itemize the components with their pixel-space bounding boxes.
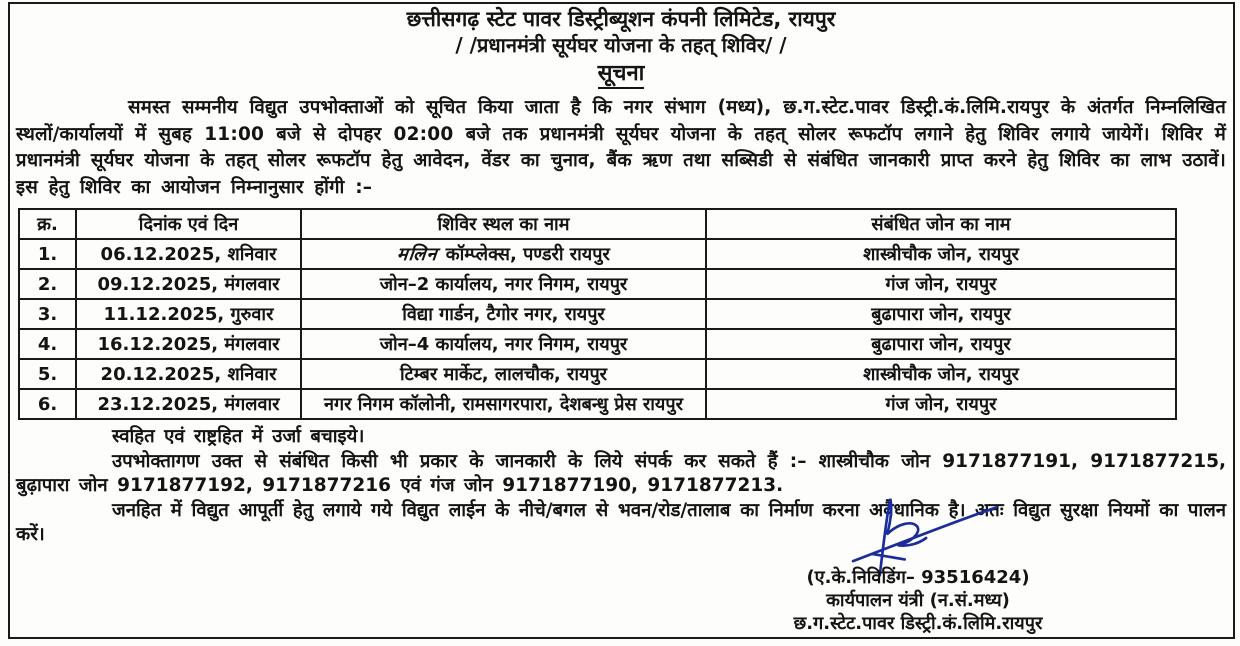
venue-text: कॉम्प्लेक्स, पण्डरी रायपुर	[445, 244, 610, 265]
org-title: छत्तीसगढ़ स्टेट पावर डिस्ट्रीब्यूशन कंपनी लिमिटेड, रायपुर	[406, 7, 836, 31]
camp-schedule-table	[18, 208, 1177, 420]
signatory-company: छ.ग.स्टेट.पावर डिस्ट्री.कं.लिमि.रायपुर	[793, 613, 1043, 634]
header-date: दिनांक एवं दिन	[76, 209, 301, 239]
cell-date: 23.12.2025, मंगलवार	[76, 389, 301, 419]
table-row	[19, 269, 1176, 299]
document-header	[16, 6, 1226, 89]
cell-zone: बुढापारा जोन, रायपुर	[706, 299, 1176, 329]
table-row	[19, 299, 1176, 329]
table-row	[19, 239, 1176, 269]
cell-date: 11.12.2025, गुरुवार	[76, 299, 301, 329]
notice-heading: सूचना	[598, 62, 645, 89]
table-row	[19, 329, 1176, 359]
cell-venue: जोन–4 कार्यालय, नगर निगम, रायपुर	[301, 329, 706, 359]
table-row	[19, 389, 1176, 419]
cell-venue: टिम्बर मार्केट, लालचौक, रायपुर	[301, 359, 706, 389]
signatory-name: (ए.के.निविडिंग– 93516424)	[806, 567, 1030, 588]
cell-date: 09.12.2025, मंगलवार	[76, 269, 301, 299]
energy-slogan: स्वहित एवं राष्ट्रहित में उर्जा बचाइये।	[112, 426, 365, 447]
table-row	[19, 359, 1176, 389]
cell-date: 16.12.2025, मंगलवार	[76, 329, 301, 359]
signatory-designation: कार्यपालन यंत्री (न.सं.मध्य)	[826, 590, 1010, 611]
signature-block	[768, 566, 1068, 635]
contact-info: उपभोक्तागण उक्त से संबंधित किसी भी प्रकार के जानकारी के लिये संपर्क कर सकते हैं :– शास्त्रीचौक जोन 9171877191, 9171877215, बुढ़ापारा जोन 9171877192, 9171877216 एवं गंज जोन 9171877190, 9171877213.	[16, 450, 1226, 496]
cell-zone: गंज जोन, रायपुर	[706, 389, 1176, 419]
cell-serial: 1.	[19, 239, 76, 269]
footer-notes	[16, 425, 1226, 548]
cell-venue	[301, 239, 706, 269]
table-header-row	[19, 209, 1176, 239]
cell-zone: गंज जोन, रायपुर	[706, 269, 1176, 299]
cell-serial: 6.	[19, 389, 76, 419]
cell-venue: जोन–2 कार्यालय, नगर निगम, रायपुर	[301, 269, 706, 299]
header-serial: क्र.	[19, 209, 76, 239]
cell-serial: 3.	[19, 299, 76, 329]
cell-date: 20.12.2025, शनिवार	[76, 359, 301, 389]
scheme-subtitle: / /प्रधानमंत्री सूर्यघर योजना के तहत् शिविर/ /	[455, 33, 787, 57]
intro-paragraph: समस्त सम्मनीय विद्युत उपभोक्ताओं को सूचित किया जाता है कि नगर संभाग (मध्य), छ.ग.स्टेट.पावर डिस्ट्री.कं.लिमि.रायपुर के अंतर्गत निम्नलिखित स्थलों/कार्यालयों में सुबह 11:00 बजे से दोपहर 02:00 बजे तक प्रधानमंत्री सूर्यघर योजना के तहत् सोलर रूफटॉप लगाने हेतु शिविर लगाये जायेगें। शिविर में प्रधानमंत्री सूर्यघर योजना के तहत् सोलर रूफटॉप हेतु आवेदन, वेंडर का चुनाव, बैंक ऋण तथा सब्सिडी से संबंधित जानकारी प्राप्त करने हेतु शिविर का लाभ उठावें। इस हेतु शिविर का आयोजन निम्नानुसार होंगी :–	[16, 97, 1226, 198]
cell-zone: शास्त्रीचौक जोन, रायपुर	[706, 359, 1176, 389]
cell-serial: 5.	[19, 359, 76, 389]
cell-date: 06.12.2025, शनिवार	[76, 239, 301, 269]
handwritten-venue-word: मलिन	[396, 244, 439, 265]
cell-serial: 2.	[19, 269, 76, 299]
header-venue: शिविर स्थल का नाम	[301, 209, 706, 239]
cell-zone: बुढापारा जोन, रायपुर	[706, 329, 1176, 359]
cell-zone: शास्त्रीचौक जोन, रायपुर	[706, 239, 1176, 269]
cell-serial: 4.	[19, 329, 76, 359]
cell-venue: विद्या गार्डन, टैगोर नगर, रायपुर	[301, 299, 706, 329]
safety-warning: जनहित में विद्युत आपूर्ती हेतु लगाये गये विद्युत लाईन के नीचे/बगल से भवन/रोड/तालाब का निर्माण करना अवैधानिक है। अतः विद्युत सुरक्षा नियमों का पालन करें।	[16, 499, 1226, 545]
header-zone: संबंधित जोन का नाम	[706, 209, 1176, 239]
cell-venue: नगर निगम कॉलोनी, रामसागरपारा, देशबन्धु प्रेस रायपुर	[301, 389, 706, 419]
